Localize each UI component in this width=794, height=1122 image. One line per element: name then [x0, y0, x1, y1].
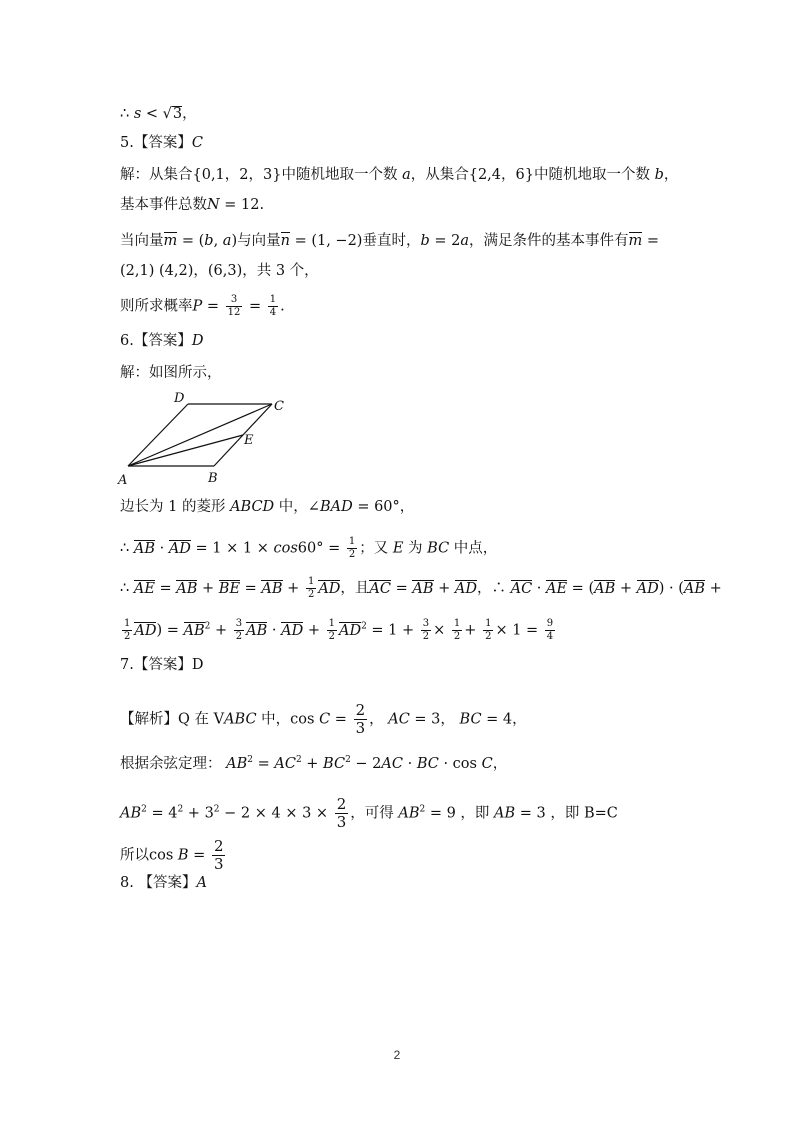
page-number: 2 [393, 1048, 401, 1062]
edge-ad [128, 404, 188, 466]
q5-solution-line-2: 基本事件总数N = 12. [120, 197, 265, 213]
q7-analysis: 【解析】Q 在 VABC 中，cos C = $\frac{2}{3}$ ， AC = 3， BC = 4， [120, 701, 527, 737]
q5-solution-line-5: 则所求概率P = $\frac{3}{12}$ = $\frac{1}{4}$ . [120, 294, 285, 318]
segment-ae [128, 435, 243, 466]
label-e: E [244, 433, 254, 448]
q7-answer-heading: 7.【答案】D [120, 657, 204, 673]
label-c: C [274, 399, 284, 414]
q5-answer-heading: 5.【答案】C [120, 135, 203, 151]
q6-solution-intro: 解：如图所示， [120, 365, 222, 381]
label-b: B [208, 471, 218, 486]
label-a: A [118, 473, 128, 488]
q8-answer-heading: 8. 【答案】A [120, 875, 207, 891]
q7-conclusion: 所以cos B = $\frac{2}{3}$ [120, 837, 224, 873]
q7-computation: $AB^2 = 4^2 + 3^2 - 2 \times 4 \times 3$ × $\frac{2}{3}$ ，可得 $AB^2 = 9$ ，即 AB = 3 ，即 B=C [120, 795, 618, 831]
line-s-less-sqrt3: ∴ s < √3， [120, 106, 197, 122]
q5-solution-line-4: (2,1) (4,2)，(6,3)，共 3 个， [120, 263, 319, 279]
q5-solution-line-1: 解：从集合{0,1，2，3}中随机地取一个数 a，从集合{2,4，6}中随机地取一个数 b， [120, 167, 679, 183]
q5-solution-line-3: 当向量m = (b, a)与向量n = (1, −2)垂直时，b = 2a，满足条件的基本事件有m = [120, 233, 660, 249]
q6-result: $\frac{1}{2}$ $AD) = AB^2$ + $\frac{3}{2}$ AB · AD + $\frac{1}{2}$ $AD^2 = 1$ + $\frac{3}{2}$ × $\frac{1}{2}$ + $\frac{1}{2}$ × 1 = $\frac{9}{4}$ [124, 618, 554, 642]
q6-answer-heading: 6.【答案】D [120, 333, 204, 349]
q6-vector-ae: ∴ AE = AB + BE = AB + $\frac{1}{2}$ AD，且AC = AB + AD，∴ AC · AE = (AB + AD) · (AB + [120, 576, 722, 600]
q6-dot-product-ab-ad: ∴ AB · AD = 1 × 1 × cos60° = $\frac{1}{2}$ ；又 E 为 BC 中点， [120, 536, 498, 560]
q7-law-of-cosines: 根据余弦定理： $AB^2 = AC^2 + BC^2 - 2AC$ · BC · cos C， [120, 755, 508, 772]
q6-rhombus-statement: 边长为 1 的菱形 ABCD 中，∠BAD = 60°， [120, 499, 415, 515]
label-d: D [174, 391, 185, 406]
rhombus-figure [116, 388, 296, 488]
